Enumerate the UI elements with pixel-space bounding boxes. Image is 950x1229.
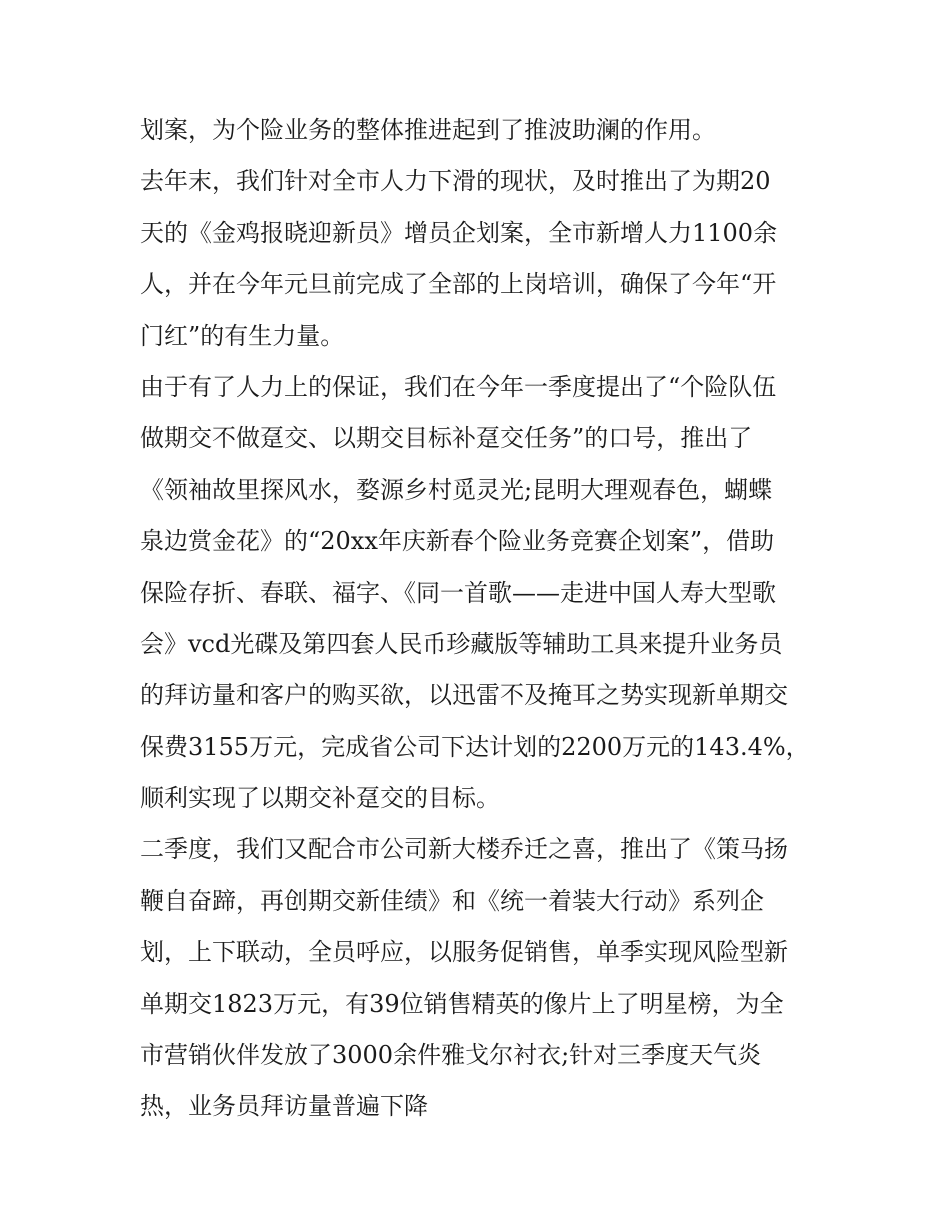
body-text [140,105,820,1133]
text-line: 保费3155万元，完成省公司下达计划的2200万元的143.4%， [140,732,810,761]
text-line: 由于有了人力上的保证，我们在今年一季度提出了“个险队伍 [140,372,777,401]
text-line: 二季度，我们又配合市公司新大楼乔迁之喜，推出了《策马扬 [140,835,788,864]
text-line: 人，并在今年元旦前完成了全部的上岗培训，确保了今年“开 [140,270,777,299]
text-line: 天的《金鸡报晓迎新员》增员企划案，全市新增人力1100余 [140,218,778,247]
text-line: 会》vcd光碟及第四套人民币珍藏版等辅助工具来提升业务员 [140,629,783,658]
text-line: 鞭自奋蹄，再创期交新佳绩》和《统一着装大行动》系列企 [140,886,764,915]
text-line: 热，业务员拜访量普遍下降 [140,1092,428,1121]
text-line: 划案，为个险业务的整体推进起到了推波助澜的作用。 [140,116,716,144]
text-line: 去年末，我们针对全市人力下滑的现状，及时推出了为期20 [140,167,771,196]
text-line: 做期交不做趸交、以期交目标补趸交任务”的口号，推出了 [140,424,753,453]
text-line: 泉边赏金花》的“20xx年庆新春个险业务竞赛企划案”，借助 [140,527,775,556]
text-line: 保险存折、春联、福字、《同一首歌——走进中国人寿大型歌 [140,578,776,607]
text-line: 门红”的有生力量。 [140,321,345,350]
text-line: 市营销伙伴发放了3000余件雅戈尔衬衣;针对三季度天气炎 [140,1041,762,1070]
text-line: 单期交1823万元，有39位销售精英的像片上了明星榜，为全 [140,989,784,1018]
text-line: 《领袖故里探风水，婺源乡村觅灵光;昆明大理观春色，蝴蝶 [140,475,773,504]
text-line: 的拜访量和客户的购买欲，以迅雷不及掩耳之势实现新单期交 [140,681,788,710]
text-line: 顺利实现了以期交补趸交的目标。 [140,784,500,813]
text-line: 划，上下联动，全员呼应，以服务促销售，单季实现风险型新 [140,938,788,967]
